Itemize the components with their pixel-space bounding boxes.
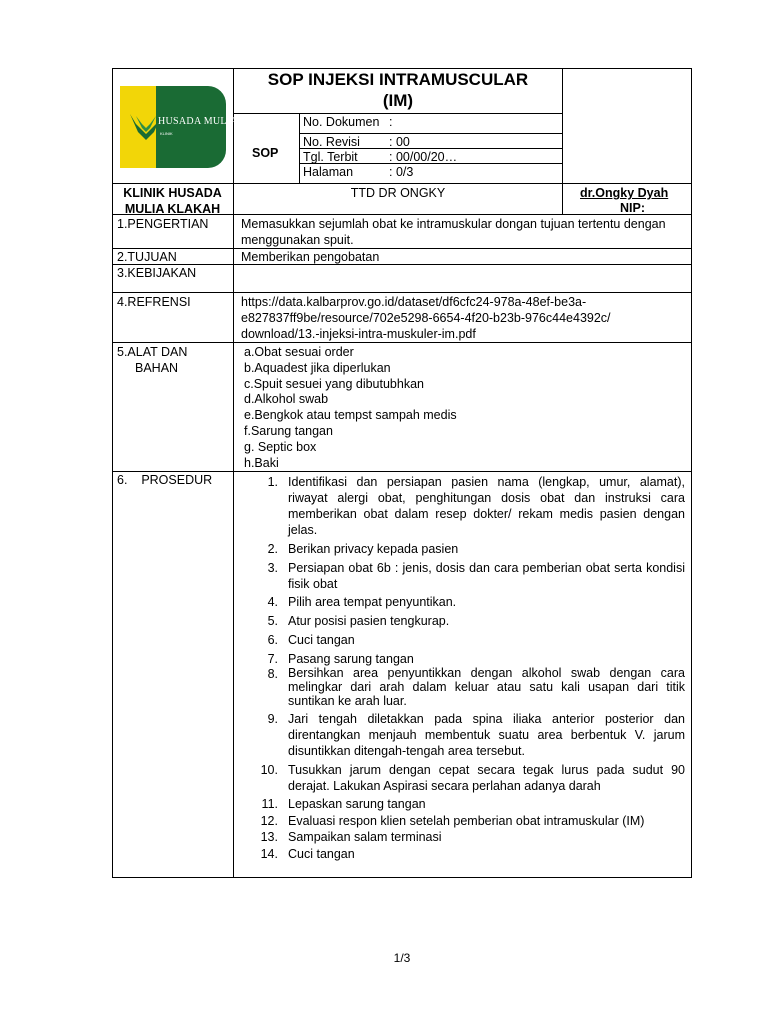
procedure-step: Atur posisi pasien tengkurap.: [288, 614, 450, 628]
procedure-step: Pilih area tempat penyuntikan.: [288, 595, 457, 609]
sop-label: SOP: [252, 146, 279, 160]
step-number: 9.: [267, 712, 278, 726]
page-number: 1/3: [393, 951, 411, 965]
step-number: 2.: [267, 542, 278, 556]
logo-green-panel: [156, 86, 226, 168]
tujuan-label: 2.TUJUAN: [117, 250, 177, 264]
list-item: f.Sarung tangan: [244, 424, 333, 438]
refrensi-url-line2: e827837ff9be/resource/702e5298-6654-4f20-b23b-976c44e4392c/: [241, 311, 611, 325]
procedure-step: Berikan privacy kepada pasien: [288, 542, 459, 556]
step-number: 3.: [267, 561, 278, 575]
step-number: 10.: [260, 763, 278, 777]
clinic-location: MULIA KLAKAH: [124, 202, 221, 216]
prosedur-label: 6. PROSEDUR: [117, 473, 213, 487]
list-item: g. Septic box: [244, 440, 317, 454]
list-item: h.Baki: [244, 456, 279, 470]
page-label: Halaman: [303, 165, 354, 179]
document-title: SOP INJEKSI INTRAMUSCULAR: [267, 70, 529, 89]
kebijakan-label: 3.KEBIJAKAN: [117, 266, 197, 280]
alat-label: 5.ALAT DAN: [117, 345, 188, 359]
step-number: 13.: [260, 830, 278, 844]
step-number: 12.: [260, 814, 278, 828]
procedure-step: Bersihkan area penyuntikkan dengan alkohol swab dengan cara melingkar dari arah dalam keluar atau satu kali usapan dari titik suntikan ke arah luar.: [288, 666, 685, 708]
refrensi-url-line3: download/13.-injeksi-intra-muskuler-im.pdf: [241, 327, 476, 341]
list-item: b.Aquadest jika diperlukan: [244, 361, 391, 375]
nip-label: NIP:: [620, 201, 645, 215]
signature-line: TTD DR ONGKY: [350, 186, 446, 200]
refrensi-label: 4.REFRENSI: [117, 295, 191, 309]
alat-label-line2: BAHAN: [135, 361, 179, 375]
pengertian-label: 1.PENGERTIAN: [117, 217, 209, 231]
logo-subtitle: KLINIK: [160, 131, 173, 136]
page-value: : 0/3: [389, 165, 414, 179]
refrensi-url-line1: https://data.kalbarprov.go.id/dataset/df6cfc24-978a-48ef-be3a-: [241, 295, 587, 309]
list-item: e.Bengkok atau tempst sampah medis: [244, 408, 457, 422]
document-title-suffix: (IM): [382, 91, 414, 110]
procedure-step: Tusukkan jarum dengan cepat secara tegak lurus pada sudut 90 derajat. Lakukan Aspirasi secara perlahan adanya darah: [288, 763, 685, 793]
step-number: 11.: [261, 797, 278, 811]
list-item: d.Alkohol swab: [244, 392, 329, 406]
tujuan-text: Memberikan pengobatan: [241, 250, 380, 264]
pengertian-text-line2: menggunakan spuit.: [241, 233, 354, 247]
pengertian-text-line1: Memasukkan sejumlah obat ke intramuskular dongan tujuan tertentu dengan: [241, 217, 666, 231]
clinic-logo: [120, 86, 238, 168]
issue-date-value: : 00/00/20…: [389, 150, 458, 164]
revision-value: : 00: [389, 135, 410, 149]
clinic-name: KLINIK HUSADA: [123, 186, 222, 200]
procedure-step: Pasang sarung tangan: [288, 652, 414, 666]
doc-number-label: No. Dokumen: [303, 115, 380, 129]
procedure-step: Cuci tangan: [288, 633, 355, 647]
procedure-step: Identifikasi dan persiapan pasien nama (lengkap, umur, alamat), riwayat alergi obat, penghitungan dosis obat dan instruksi cara memberikan obat dalam resep dokter/ rekam medis pasien dengan jelas.: [288, 475, 685, 537]
step-number: 4.: [267, 595, 278, 609]
step-number: 14.: [260, 847, 278, 861]
procedure-step: Cuci tangan: [288, 847, 355, 861]
list-item: a.Obat sesuai order: [244, 345, 354, 359]
step-number: 6.: [267, 633, 278, 647]
revision-label: No. Revisi: [303, 135, 360, 149]
step-number: 8.: [267, 667, 278, 681]
procedure-step: Sampaikan salam terminasi: [288, 830, 442, 844]
issue-date-label: Tgl. Terbit: [303, 150, 358, 164]
procedure-step: Lepaskan sarung tangan: [288, 797, 426, 811]
doc-number-value: :: [389, 115, 393, 129]
doctor-name: dr.Ongky Dyah: [580, 186, 669, 200]
procedure-step: Jari tengah diletakkan pada spina iliaka anterior posterior dan direntangkan menjauh membentuk suatu area berbentuk V. jarum disuntikkan ditengah-tengah area tersebut.: [288, 712, 685, 758]
procedure-step: Evaluasi respon klien setelah pemberian obat intramuskular (IM): [288, 814, 645, 828]
step-number: 7.: [267, 652, 278, 666]
procedure-step: Persiapan obat 6b : jenis, dosis dan cara pemberian obat serta kondisi fisik obat: [288, 561, 685, 591]
logo-title: HUSADA MULIA: [158, 116, 238, 127]
step-number: 1.: [267, 475, 278, 489]
list-item: c.Spuit sesuei yang dibutubhkan: [244, 377, 424, 391]
step-number: 5.: [267, 614, 278, 628]
